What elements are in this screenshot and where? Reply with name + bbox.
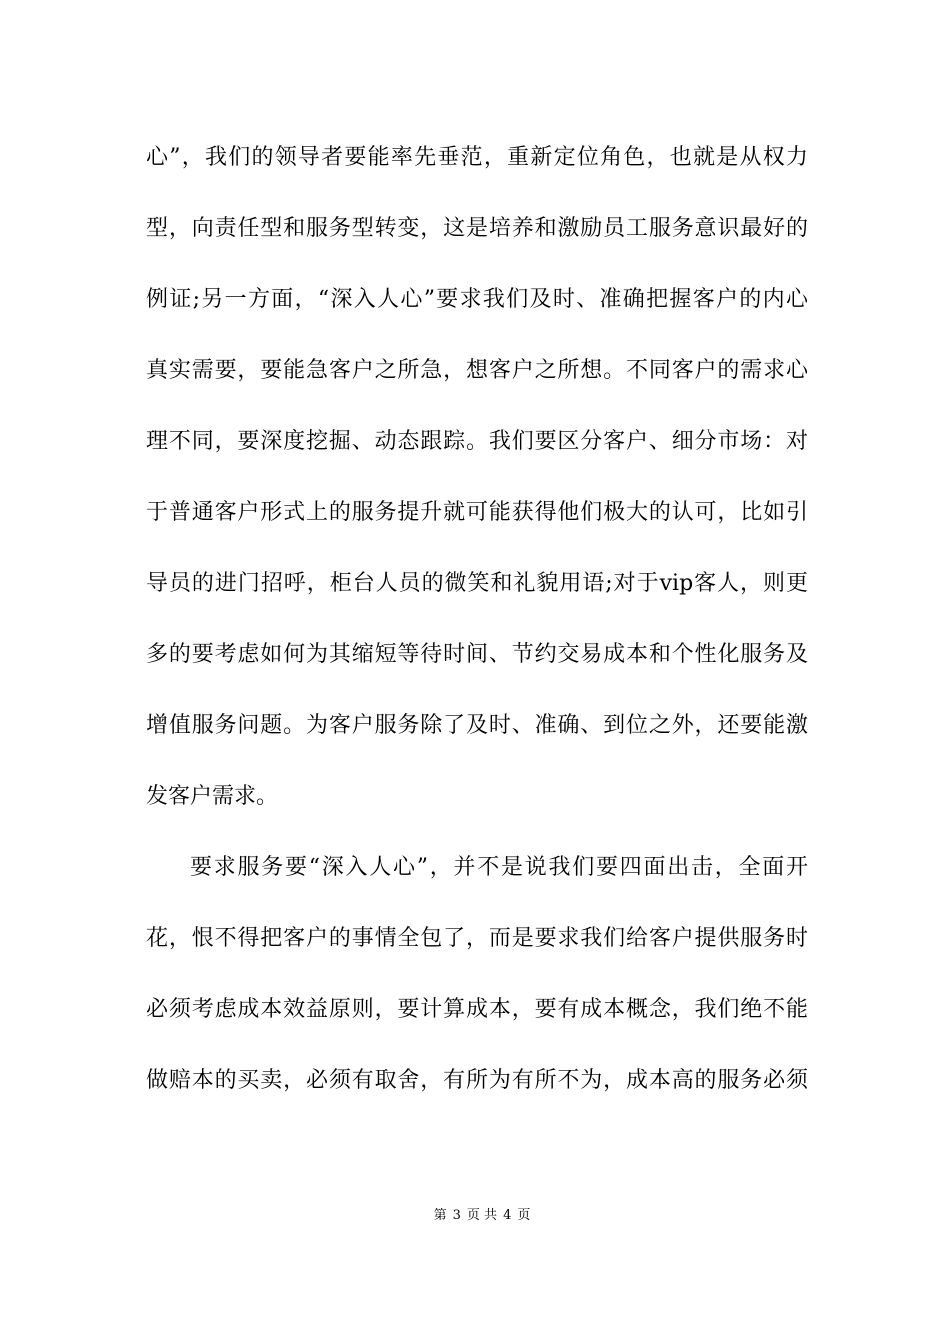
paragraph-1-line-5: 理不同，要深度挖掘、动态跟踪。我们要区分客户、细分市场：对 bbox=[146, 429, 808, 454]
paragraph-2-line-1: 要求服务要“深入人心”，并不是说我们要四面出击，全面开 bbox=[190, 855, 808, 880]
paragraph-1-line-2: 型，向责任型和服务型转变，这是培养和激励员工服务意识最好的 bbox=[146, 216, 808, 241]
paragraph-1-line-9: 增值服务问题。为客户服务除了及时、准确、到位之外，还要能激 bbox=[146, 713, 808, 738]
paragraph-2-line-4: 做赔本的买卖，必须有取舍，有所为有所不为，成本高的服务必须 bbox=[146, 1068, 808, 1093]
footer-middle: 页 共 bbox=[466, 1208, 498, 1223]
paragraph-1-line-4: 真实需要，要能急客户之所急，想客户之所想。不同客户的需求心 bbox=[146, 358, 808, 383]
footer-total-pages: 4 bbox=[503, 1208, 512, 1223]
footer-prefix: 第 bbox=[433, 1208, 447, 1223]
paragraph-1-line-1: 心”，我们的领导者要能率先垂范，重新定位角色，也就是从权力 bbox=[146, 145, 808, 170]
paragraph-2-line-3: 必须考虑成本效益原则，要计算成本，要有成本概念，我们绝不能 bbox=[146, 997, 808, 1022]
paragraph-1-line-6: 于普通客户形式上的服务提升就可能获得他们极大的认可，比如引 bbox=[146, 500, 808, 525]
paragraph-1-line-7: 导员的进门招呼，柜台人员的微笑和礼貌用语;对于vip客人，则更 bbox=[146, 571, 808, 596]
paragraph-1-line-3: 例证;另一方面，“深入人心”要求我们及时、准确把握客户的内心 bbox=[146, 287, 808, 312]
paragraph-1-line-8: 多的要考虑如何为其缩短等待时间、节约交易成本和个性化服务及 bbox=[146, 642, 808, 667]
footer-suffix: 页 bbox=[517, 1208, 531, 1223]
paragraph-1-line-10: 发客户需求。 bbox=[146, 784, 279, 809]
footer-current-page: 3 bbox=[452, 1208, 461, 1223]
paragraph-2-line-2: 花，恨不得把客户的事情全包了，而是要求我们给客户提供服务时 bbox=[146, 926, 808, 951]
page-number-footer bbox=[0, 1207, 950, 1225]
